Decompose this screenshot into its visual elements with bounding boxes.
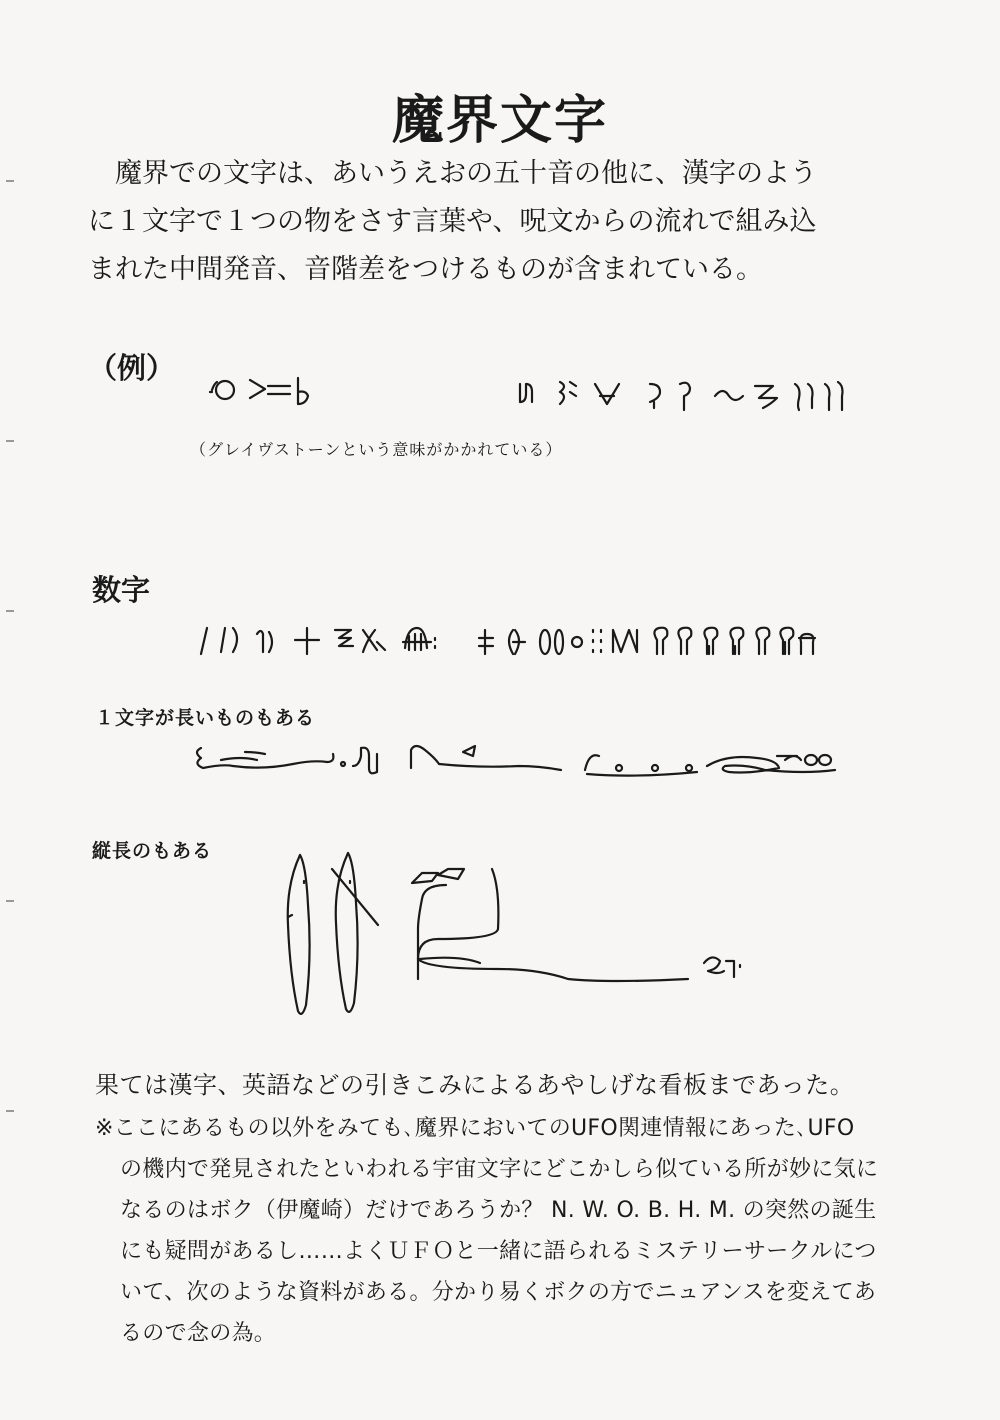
note-line: いて、次のような資料がある。分かり易くボクの方でニュアンスを変えてあ xyxy=(120,1280,877,1305)
tall-chars-heading: 縦長のもある xyxy=(92,840,213,862)
example-heading: （例） xyxy=(88,351,176,385)
page-title: 魔界文字 xyxy=(391,91,608,151)
intro-paragraph xyxy=(88,150,938,294)
demon-script-glyphs-icon xyxy=(200,372,860,422)
note-line: にも疑問があるし……よくＵＦＯと一緒に語られるミステリーサークルにつ xyxy=(120,1239,877,1264)
demon-script-long-glyphs-icon xyxy=(185,738,855,788)
intro-line: 魔界での文字は、あいうえおの五十音の他に、漢字のよう xyxy=(88,158,817,189)
long-chars-heading: １文字が長いものもある xyxy=(95,707,316,729)
margin-mark xyxy=(6,1110,14,1112)
margin-mark xyxy=(6,610,14,612)
closing-line: 果ては漢字、英語などの引きこみによるあやしげな看板まであった。 xyxy=(95,1071,855,1099)
note-paragraph xyxy=(95,1108,945,1354)
demon-script-numerals-icon xyxy=(195,618,825,663)
note-line: るので念の為。 xyxy=(120,1321,277,1346)
margin-mark xyxy=(6,900,14,902)
note-line: ※ここにあるもの以外をみても､魔界においてのUFO関連情報にあった､UFO xyxy=(95,1116,855,1141)
intro-line: まれた中間発音、音階差をつけるものが含まれている。 xyxy=(88,254,763,285)
demon-script-tall-glyphs-icon xyxy=(270,845,770,1020)
margin-mark xyxy=(6,440,14,442)
note-line: なるのはボク（伊魔崎）だけであろうか？ N. W. O. B. H. M. の突然の誕生 xyxy=(120,1198,877,1223)
numbers-heading: 数字 xyxy=(92,573,151,607)
example-caption: （グレイヴストーンという意味がかかれている） xyxy=(190,440,563,459)
note-line: の機内で発見されたといわれる宇宙文字にどこかしら似ている所が妙に気に xyxy=(120,1157,879,1182)
intro-line: に１文字で１つの物をさす言葉や、呪文からの流れで組み込 xyxy=(88,206,817,237)
margin-mark xyxy=(6,180,14,182)
